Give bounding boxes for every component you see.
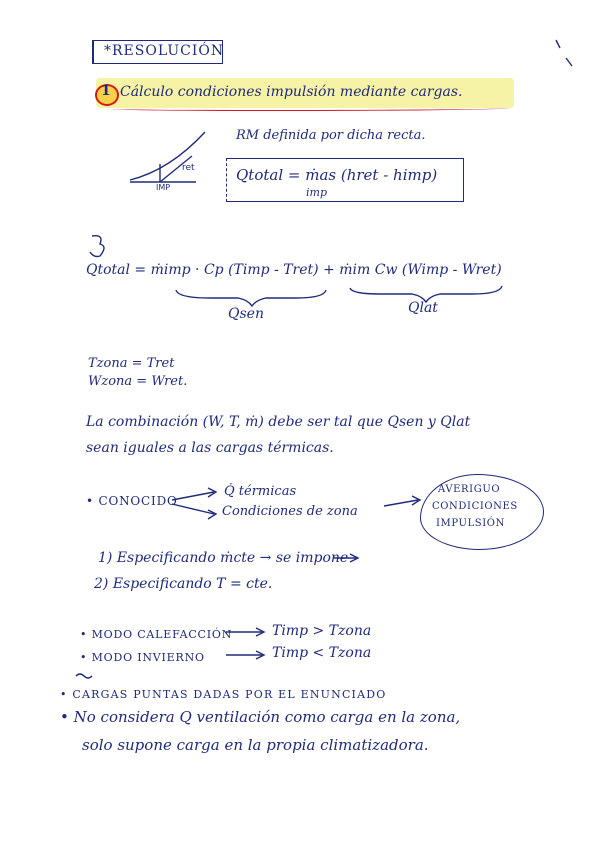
arrow-conocido-down <box>172 504 214 514</box>
brace-label-qsen: Qsen <box>228 306 264 322</box>
heading-title: *RESOLUCIÓN <box>104 43 225 59</box>
sketch-label-ret: ret <box>182 163 195 173</box>
heating-mode-rule: Timp > Tzona <box>272 623 372 639</box>
arrow-conocido-up <box>172 492 214 500</box>
step-title: Cálculo condiciones impulsión mediante cargas. <box>120 84 463 100</box>
combination-line-1: La combinación (W, T, ṁ) debe ser tal que Qsen y Qlat <box>86 414 471 430</box>
step-number: 1 <box>101 83 111 99</box>
winter-mode-rule: Timp < Tzona <box>272 645 372 661</box>
combination-line-2: sean iguales a las cargas térmicas. <box>86 440 334 456</box>
known-item-thermal-loads: Q̇ térmicas <box>224 484 297 499</box>
small-scribble <box>76 674 92 678</box>
winter-mode-label: • MODO INVIERNO <box>80 651 205 664</box>
brace-label-qlat: Qlat <box>408 300 438 316</box>
known-item-zone-conditions: Condiciones de zona <box>222 504 358 519</box>
therefore-symbol <box>90 236 104 257</box>
rm-note: RM definida por dicha recta. <box>236 128 426 143</box>
note-ahu-load: solo supone carga en la propia climatizadora. <box>82 736 429 754</box>
zone-temperature: Tzona = Tret <box>88 356 175 371</box>
equation-subscript: imp <box>306 186 327 199</box>
specification-2: 2) Especificando T = cte. <box>94 576 273 592</box>
heating-mode-label: • MODO CALEFACCIÓN <box>80 628 233 641</box>
cloud-line-2: CONDICIONES <box>432 501 518 512</box>
cloud-line-3: IMPULSIÓN <box>436 518 505 529</box>
cloud-line-1: AVERIGUO <box>438 484 501 495</box>
equation-qtotal: Qtotal = ṁas (hret - himp) <box>236 166 438 184</box>
arrowhead-down <box>208 510 216 519</box>
zone-humidity: Wzona = Wret. <box>88 374 188 389</box>
corner-marks <box>556 40 572 66</box>
known-label: • CONOCIDO <box>86 494 178 508</box>
note-peak-loads: • CARGAS PUNTAS DADAS POR EL ENUNCIADO <box>60 688 387 701</box>
sketch-label-imp: IMP <box>156 183 171 192</box>
qtotal-expansion: Qtotal = ṁimp · Cp (Timp - Tret) + ṁim Cw (Wimp - Wret) <box>86 262 502 278</box>
specification-1: 1) Especificando ṁcte → se impone <box>98 550 349 566</box>
brace-sensible <box>176 290 326 306</box>
note-ventilation: • No considera Q ventilación como carga en la zona, <box>60 708 461 726</box>
